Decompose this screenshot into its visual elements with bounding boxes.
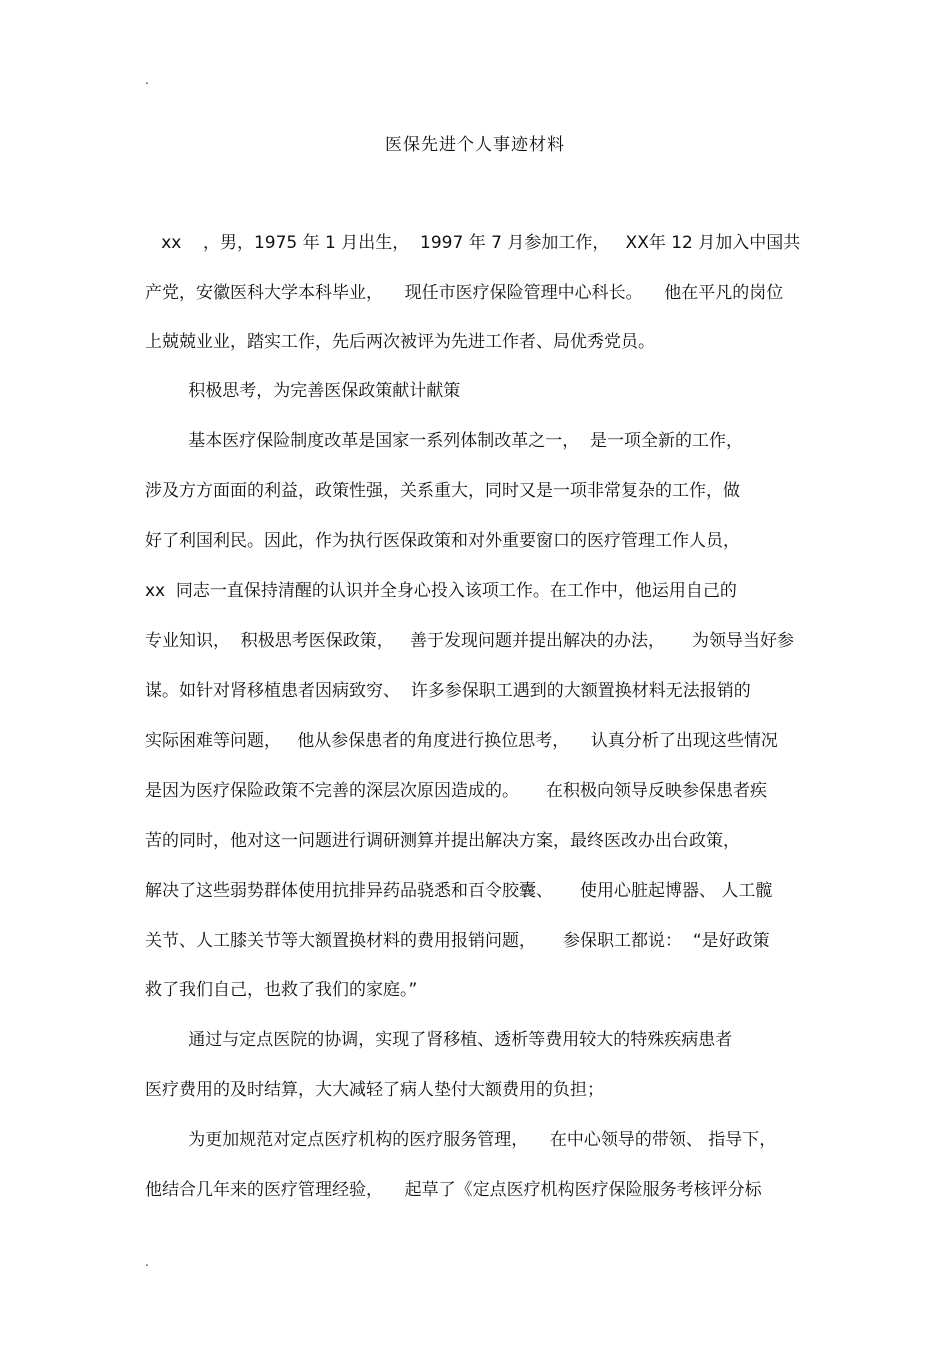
paragraph-line: 他结合几年来的医疗管理经验， 起草了《定点医疗机构医疗保险服务考核评分标 bbox=[145, 1180, 762, 1200]
document-title: 医保先进个人事迹材料 bbox=[385, 135, 565, 155]
paragraph-line: 好了利国利民。因此，作为执行医保政策和对外重要窗口的医疗管理工作人员， bbox=[145, 531, 740, 551]
paragraph-line: 基本医疗保险制度改革是国家一系列体制改革之一， 是一项全新的工作， bbox=[145, 431, 744, 451]
paragraph-line: 是因为医疗保险政策不完善的深层次原因造成的。 在积极向领导反映参保患者疾 bbox=[145, 781, 768, 801]
paragraph-line: 上兢兢业业，踏实工作，先后两次被评为先进工作者、局优秀党员。 bbox=[145, 332, 655, 352]
paragraph-line: xx ，男，1975 年 1 月出生， 1997 年 7 月参加工作， XX年 12 月加入中国共 bbox=[145, 233, 801, 253]
paragraph-line: 产党，安徽医科大学本科毕业， 现任市医疗保险管理中心科长。 他在平凡的岗位 bbox=[145, 283, 784, 303]
paragraph-line: xx 同志一直保持清醒的认识并全身心投入该项工作。在工作中，他运用自己的 bbox=[145, 581, 737, 601]
paragraph-line: 苦的同时，他对这一问题进行调研测算并提出解决方案，最终医改办出台政策， bbox=[145, 831, 740, 851]
paragraph-line: 关节、人工膝关节等大额置换材料的费用报销问题， 参保职工都说： “是好政策 bbox=[145, 931, 770, 951]
paragraph-line: 解决了这些弱势群体使用抗排异药品骁悉和百令胶囊、 使用心脏起博器、 人工髋 bbox=[145, 881, 773, 901]
paragraph-line: 谋。如针对肾移植患者因病致穷、 许多参保职工遇到的大额置换材料无法报销的 bbox=[145, 681, 751, 701]
footer-dot: . bbox=[145, 1255, 149, 1269]
paragraph-line: 医疗费用的及时结算，大大减轻了病人垫付大额费用的负担； bbox=[145, 1080, 604, 1100]
paragraph-line: 通过与定点医院的协调，实现了肾移植、透析等费用较大的特殊疾病患者 bbox=[145, 1030, 733, 1050]
paragraph-line: 专业知识， 积极思考医保政策， 善于发现问题并提出解决的办法， 为领导当好参 bbox=[145, 631, 795, 651]
paragraph-line: 为更加规范对定点医疗机构的医疗服务管理， 在中心领导的带领、 指导下， bbox=[145, 1130, 777, 1150]
paragraph-line: 救了我们自己，也救了我们的家庭。” bbox=[145, 980, 418, 1000]
header-dot: . bbox=[145, 73, 149, 87]
paragraph-line: 涉及方方面面的利益，政策性强，关系重大，同时又是一项非常复杂的工作，做 bbox=[145, 481, 740, 501]
section-heading: 积极思考，为完善医保政策献计献策 bbox=[145, 381, 461, 401]
paragraph-line: 实际困难等问题， 他从参保患者的角度进行换位思考， 认真分析了出现这些情况 bbox=[145, 731, 778, 751]
